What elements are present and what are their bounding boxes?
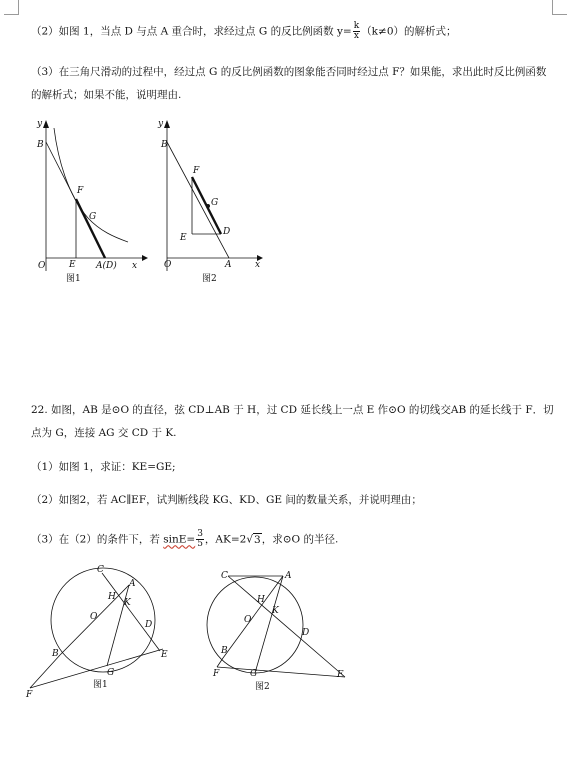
q22-fraction-num: 3 bbox=[197, 529, 203, 539]
q22-part3-prefix: （3）在（2）的条件下，若 bbox=[31, 533, 164, 546]
label-b: B bbox=[221, 646, 228, 656]
label-o: O bbox=[38, 261, 46, 271]
label-a-d: A(D) bbox=[96, 261, 117, 271]
q22-sin-e: sinE= bbox=[163, 533, 196, 546]
crop-mark-right bbox=[552, 0, 567, 15]
q22-part2: （2）如图2，若 AC∥EF，试判断线段 KG、KD、GE 间的数量关系，并说明理由； bbox=[31, 494, 422, 506]
line-bf bbox=[30, 655, 60, 688]
label-k: K bbox=[272, 606, 279, 616]
label-b: B bbox=[52, 649, 59, 659]
q21-part3-line2: 的解析式；如果不能，说明理由. bbox=[31, 89, 182, 101]
label-o: O bbox=[90, 612, 98, 622]
line-ab bbox=[223, 576, 283, 658]
q21-fraction-num: k bbox=[353, 21, 360, 31]
q22-fraction bbox=[196, 530, 204, 549]
label-g: G bbox=[211, 198, 219, 208]
q21-part2 bbox=[31, 22, 457, 41]
fig21-2-caption: 图2 bbox=[202, 274, 217, 284]
y-axis-arrow bbox=[43, 120, 49, 128]
fig21-1 bbox=[30, 115, 150, 285]
label-b: B bbox=[161, 140, 168, 150]
label-e: E bbox=[337, 670, 344, 680]
q22-fraction-den: 5 bbox=[197, 539, 203, 549]
q21-part2-prefix: （2）如图 1，当点 D 与点 A 重合时，求经过点 G 的反比例函数 y= bbox=[31, 25, 352, 38]
label-d: D bbox=[145, 620, 153, 630]
line-bf bbox=[217, 658, 223, 667]
label-x: x bbox=[255, 260, 261, 270]
label-e: E bbox=[69, 260, 76, 270]
label-o: O bbox=[164, 260, 172, 270]
circle-o bbox=[51, 568, 155, 672]
label-h: H bbox=[108, 592, 116, 602]
line-ba bbox=[167, 142, 229, 258]
label-d: D bbox=[302, 628, 310, 638]
label-e: E bbox=[161, 650, 168, 660]
label-c: C bbox=[221, 571, 228, 581]
label-f: F bbox=[77, 186, 84, 196]
label-y: y bbox=[37, 119, 43, 129]
q21-fraction-den: x bbox=[353, 31, 359, 41]
q21-part2-suffix: （k≠0）的解析式； bbox=[361, 25, 457, 38]
label-y: y bbox=[158, 119, 164, 129]
label-h: H bbox=[257, 595, 265, 605]
line-ce bbox=[228, 576, 345, 677]
tangent-fe bbox=[217, 667, 345, 677]
y-axis-arrow bbox=[164, 120, 170, 128]
fig22-1 bbox=[25, 565, 175, 700]
q22-stem-line1: 22. 如图，AB 是⊙O 的直径，弦 CD⊥AB 于 H，过 CD 延长线上一点 E 作⊙O 的切线交AB 的延长线于 F．切 bbox=[31, 404, 554, 416]
label-d: D bbox=[223, 227, 231, 237]
fig22-1-caption: 图1 bbox=[93, 680, 108, 690]
label-e: E bbox=[180, 233, 187, 243]
label-f: F bbox=[213, 669, 220, 679]
hyperbola bbox=[54, 128, 128, 242]
label-a: A bbox=[129, 579, 136, 589]
label-g: G bbox=[107, 668, 115, 678]
label-a: A bbox=[225, 260, 232, 270]
x-axis-arrow bbox=[142, 255, 148, 261]
q22-part1: （1）如图 1，求证：KE=GE; bbox=[31, 461, 176, 473]
q22-part3-mid: ，AK=2 bbox=[204, 533, 247, 546]
crop-mark-left bbox=[4, 0, 19, 15]
fig22-2 bbox=[195, 565, 345, 700]
label-b: B bbox=[37, 140, 44, 150]
label-a: A bbox=[285, 571, 292, 581]
q21-part3-line1: （3）在三角尺滑动的过程中，经过点 G 的反比例函数的图象能否同时经过点 F？如果能，求出此时反比例函数 bbox=[31, 66, 547, 78]
label-g: G bbox=[89, 212, 97, 222]
q22-part3-suffix: ，求⊙O 的半径. bbox=[261, 533, 339, 546]
label-o: O bbox=[244, 615, 252, 625]
circle-o bbox=[207, 577, 303, 673]
label-k: K bbox=[124, 598, 131, 608]
label-x: x bbox=[132, 261, 138, 271]
q22-part3: （3）在（2）的条件下，若 sinE= $\frac{3}{5}$ ，AK=2√3，求⊙O 的半径. bbox=[31, 529, 339, 549]
q21-fraction bbox=[353, 22, 360, 41]
line-ag bbox=[255, 576, 283, 673]
point-g bbox=[206, 204, 210, 208]
label-f: F bbox=[26, 690, 33, 700]
fig21-2 bbox=[155, 115, 275, 285]
label-g: G bbox=[250, 669, 258, 679]
fig22-2-caption: 图2 bbox=[255, 682, 270, 692]
fig21-1-caption: 图1 bbox=[66, 274, 81, 284]
q22-sqrt-value: 3 bbox=[254, 533, 261, 546]
label-c: C bbox=[97, 565, 104, 575]
label-f: F bbox=[193, 166, 200, 176]
q22-stem-line2: 点为 G，连接 AG 交 CD 于 K. bbox=[31, 427, 177, 439]
